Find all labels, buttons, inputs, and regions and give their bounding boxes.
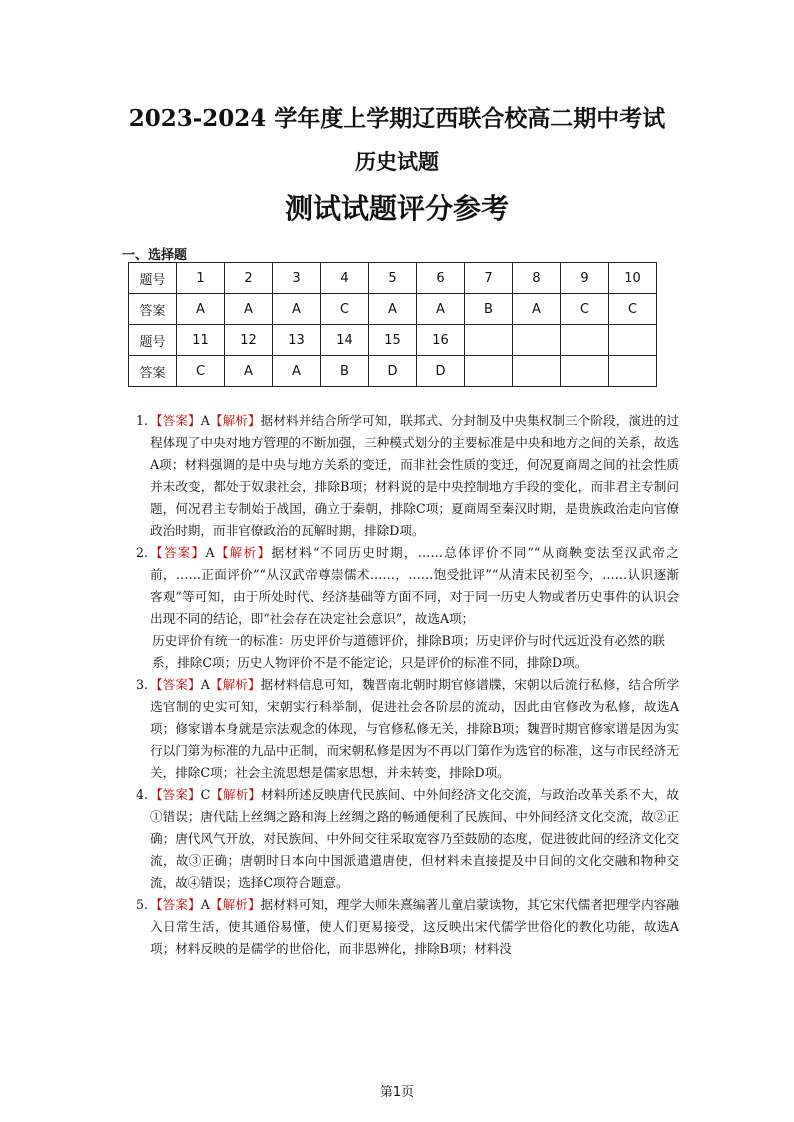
table-cell: 4: [321, 263, 369, 294]
table-cell: [513, 356, 561, 387]
table-cell: [465, 325, 513, 356]
table-cell: 13: [273, 325, 321, 356]
item-body: [150, 894, 679, 960]
analysis-tag: 【解析】: [210, 787, 262, 802]
list-item: [124, 410, 679, 542]
table-row: [129, 325, 657, 356]
table-cell: B: [321, 356, 369, 387]
answer-tag: 【答案】: [150, 787, 201, 802]
table-cell: C: [561, 294, 609, 325]
analysis-tag: 【解析】: [209, 897, 261, 912]
item-body: [150, 542, 679, 630]
subject-title: 历史试题: [355, 149, 439, 174]
analysis-continuation: 历史评价有统一的标准：历史评价与道德评价，排除B项；历史评价与时代远近没有必然的联系，排除C项；历史人物评价不是不能定论，只是评价的标准不同，排除D项。: [152, 633, 666, 670]
table-cell: D: [417, 356, 465, 387]
answer-value: C: [200, 787, 211, 802]
list-item: [124, 894, 679, 960]
table-row: [129, 356, 657, 387]
table-cell: A: [273, 294, 321, 325]
table-cell: 15: [369, 325, 417, 356]
table-cell: 8: [513, 263, 561, 294]
answer-tag: 【答案】: [150, 677, 201, 692]
analysis-list: [124, 410, 679, 960]
answer-value: A: [200, 897, 210, 912]
item-body: [150, 784, 679, 894]
page-number: 第1页: [379, 1085, 415, 1100]
list-item: [124, 542, 679, 630]
table-cell: [465, 356, 513, 387]
table-cell: 6: [417, 263, 465, 294]
section-heading: 一、选择题: [122, 248, 188, 263]
analysis-tag: 【解析】: [214, 545, 272, 560]
table-cell: [609, 325, 657, 356]
table-cell: 11: [177, 325, 225, 356]
analysis-text: 据材料并结合所学可知，联邦式、分封制及中央集权制三个阶段，演进的过程体现了中央对地方管理的不断加强，三种模式划分的主要标准是中央和地方之间的关系，故选A项；材料强调的是中央与地方关系的变迁，而非社会性质的变迁，何况夏商周之间的社会性质并未改变，都处于奴隶社会，排除B项；材料说的是中央控制地方手段的变化，而非君主专制问题，何况君主专制始于战国，确立于秦朝，排除C项；夏商周至秦汉时期，是贵族政治走向官僚政治时期，而非官僚政治的瓦解时期，排除D项。: [150, 413, 680, 538]
table-cell: 9: [561, 263, 609, 294]
item-body: [150, 410, 679, 542]
item-number: 2.: [135, 545, 148, 560]
row-label: 题号: [129, 263, 177, 294]
table-cell: A: [177, 294, 225, 325]
table-cell: A: [417, 294, 465, 325]
list-item: [124, 674, 679, 784]
table-cell: 3: [273, 263, 321, 294]
table-cell: A: [369, 294, 417, 325]
table-row: [129, 294, 657, 325]
answer-tag: 【答案】: [150, 413, 201, 428]
table-cell: B: [465, 294, 513, 325]
analysis-text: 据材料“不同历史时期，……总体评价不同”“从商鞅变法至汉武帝之前，……正面评价”“从汉武帝尊崇儒术……，……饱受批评”“从清末民初至今，……认识逐渐客观”等可知，由于所处时代、经济基础等方面不同，对于同一历史人物或者历史事件的认识会出现不同的结论，即“社会存在决定社会意识”，故选A项；: [150, 545, 680, 626]
answer-value: A: [200, 413, 210, 428]
table-cell: 2: [225, 263, 273, 294]
document-subtitle: 测试试题评分参考: [284, 192, 509, 225]
table-cell: 16: [417, 325, 465, 356]
item-body: [150, 674, 679, 784]
table-cell: 5: [369, 263, 417, 294]
answer-value: A: [200, 677, 210, 692]
table-cell: [561, 356, 609, 387]
analysis-text: 据材料可知，理学大师朱熹编著儿童启蒙读物，其它宋代儒者把理学内容融入日常生活，使其通俗易懂，使人们更易接受，这反映出宋代儒学世俗化的教化功能，故选A项；材料反映的是儒学的世俗化，而非思辨化，排除B项；材料没: [150, 897, 680, 956]
table-cell: A: [225, 356, 273, 387]
analysis-text: 据材料信息可知，魏晋南北朝时期官修谱牒，宋朝以后流行私修，结合所学选官制的史实可知，宋朝实行科举制，促进社会各阶层的流动，因此由官修改为私修，故选A项；修家谱本身就是宗法观念的体现，与官修私修无关，排除B项；魏晋时期官修家谱是因为实行以门第为标准的九品中正制，而宋朝私修是因为不再以门第作为选官的标准，这与市民经济无关，排除C项；社会主流思想是儒家思想，并未转变，排除D项。: [150, 677, 680, 780]
row-label: 题号: [129, 325, 177, 356]
table-cell: C: [609, 294, 657, 325]
table-cell: 14: [321, 325, 369, 356]
table-cell: 12: [225, 325, 273, 356]
answer-tag: 【答案】: [150, 545, 206, 560]
table-cell: 7: [465, 263, 513, 294]
table-cell: [561, 325, 609, 356]
table-cell: A: [273, 356, 321, 387]
item-number: 1.: [135, 413, 148, 428]
row-label: 答案: [129, 294, 177, 325]
answer-tag: 【答案】: [150, 897, 201, 912]
item-number: 4.: [135, 787, 148, 802]
table-cell: A: [513, 294, 561, 325]
analysis-text: 材料所述反映唐代民族间、中外间经济文化交流，与政治改革关系不大，故①错误；唐代陆上丝绸之路和海上丝绸之路的畅通便利了民族间、中外间经济文化交流，故②正确；唐代风气开放，对民族间、中外间交往采取宽容乃至鼓励的态度，促进彼此间的经济文化交流，故③正确；唐朝时日本向中国派遣遣唐使，但材料未直接提及中日间的文化交融和物种交流，故④错误；选择C项符合题意。: [150, 787, 680, 890]
table-cell: [513, 325, 561, 356]
table-row: [129, 263, 657, 294]
list-item: [124, 784, 679, 894]
analysis-tag: 【解析】: [209, 677, 261, 692]
table-cell: A: [225, 294, 273, 325]
answer-value: A: [205, 545, 215, 560]
analysis-tag: 【解析】: [209, 413, 261, 428]
table-cell: [609, 356, 657, 387]
item-number: 3.: [135, 677, 148, 692]
answer-table: [128, 262, 657, 387]
table-cell: 1: [177, 263, 225, 294]
table-cell: D: [369, 356, 417, 387]
table-cell: 10: [609, 263, 657, 294]
row-label: 答案: [129, 356, 177, 387]
item-number: 5.: [135, 897, 148, 912]
exam-title: 2023-2024 学年度上学期辽西联合校高二期中考试: [128, 105, 666, 132]
table-cell: C: [177, 356, 225, 387]
table-cell: C: [321, 294, 369, 325]
